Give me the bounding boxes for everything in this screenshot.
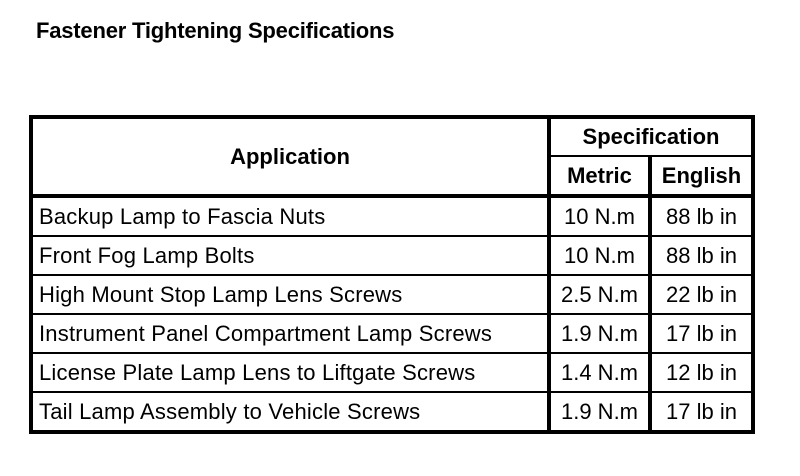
application-cell: Front Fog Lamp Bolts (31, 236, 549, 275)
fastener-spec-table (29, 115, 755, 434)
english-value-cell: 12 lb in (650, 353, 753, 392)
english-value-cell: 22 lb in (650, 275, 753, 314)
table-row (31, 236, 753, 275)
english-value-cell: 88 lb in (650, 196, 753, 236)
header-row-top (31, 117, 753, 156)
table-header (31, 117, 753, 196)
metric-value-cell: 1.9 N.m (549, 314, 650, 353)
table-row (31, 353, 753, 392)
table-body (31, 196, 753, 432)
application-cell: Instrument Panel Compartment Lamp Screws (31, 314, 549, 353)
table-row (31, 314, 753, 353)
english-value-cell: 17 lb in (650, 392, 753, 432)
metric-value-cell: 2.5 N.m (549, 275, 650, 314)
metric-value-cell: 1.4 N.m (549, 353, 650, 392)
english-value-cell: 88 lb in (650, 236, 753, 275)
english-value-cell: 17 lb in (650, 314, 753, 353)
page-title: Fastener Tightening Specifications (36, 18, 395, 43)
column-header-application: Application (31, 117, 549, 196)
table-row (31, 392, 753, 432)
metric-value-cell: 1.9 N.m (549, 392, 650, 432)
column-header-specification: Specification (549, 117, 753, 156)
column-header-english: English (650, 156, 753, 196)
metric-value-cell: 10 N.m (549, 236, 650, 275)
application-cell: High Mount Stop Lamp Lens Screws (31, 275, 549, 314)
metric-value-cell: 10 N.m (549, 196, 650, 236)
application-cell: Backup Lamp to Fascia Nuts (31, 196, 549, 236)
column-header-metric: Metric (549, 156, 650, 196)
application-cell: Tail Lamp Assembly to Vehicle Screws (31, 392, 549, 432)
table-row (31, 196, 753, 236)
table-row (31, 275, 753, 314)
application-cell: License Plate Lamp Lens to Liftgate Screws (31, 353, 549, 392)
